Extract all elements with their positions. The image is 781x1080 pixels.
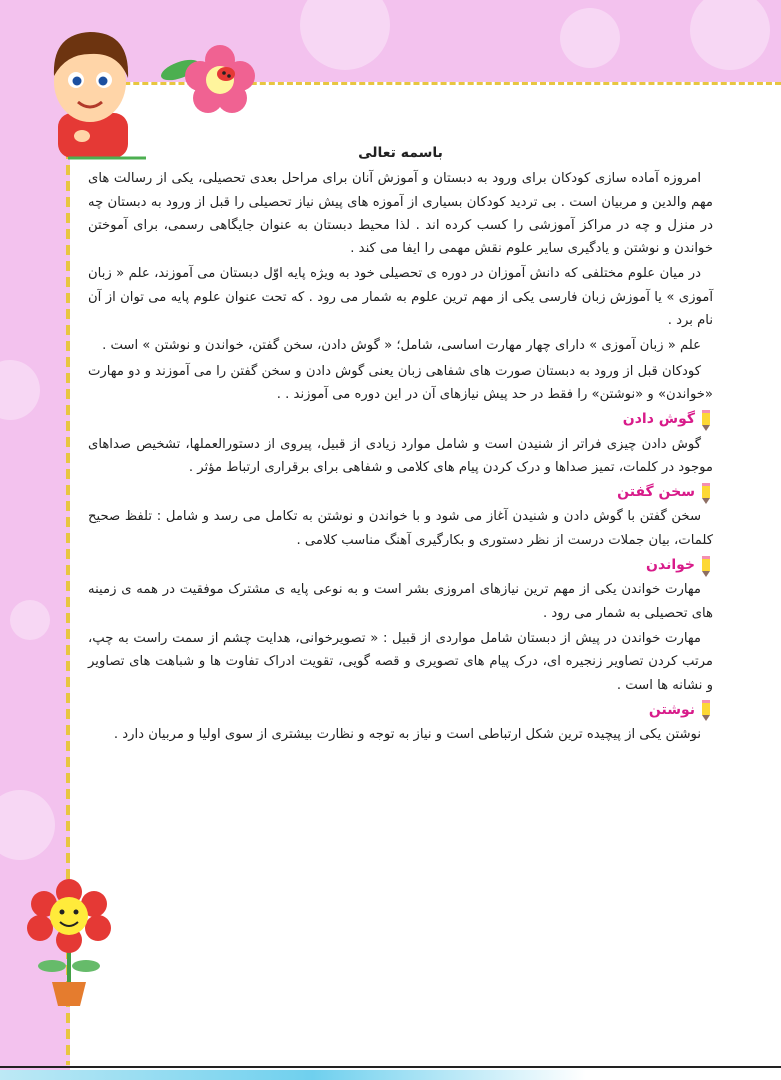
section-paragraph: سخن گفتن با گوش دادن و شنیدن آغاز می شود و با خواندن و نوشتن به تکامل می رسد و شامل : تلفظ صحیح کلمات، بیان جملات درست از نظر دستوری و بکارگیری آهنگ مناسب کلامی . [88,509,713,548]
pencil-icon [699,482,713,504]
pencil-icon [699,409,713,431]
intro-paragraph: در میان علوم مختلفی که دانش آموزان در دوره ی تحصیلی خود به ویژه پایه اوّل دبستان می آموزند، علم « زبان آموزی » یا آموزش زبان فارسی یکی از مهم ترین علوم به شمار می رود . که تحت عنوان علوم پایه می توان از آن نام برد . [88,266,713,329]
bottom-strip [0,1070,781,1080]
background-bubble [0,790,55,860]
background-bubble [690,0,770,70]
smiling-flower-icon [22,878,117,1008]
section-heading-text: نوشتن [648,701,695,718]
background-bubble [300,0,390,70]
document-body [88,142,713,748]
pencil-icon [699,699,713,721]
pencil-icon [699,555,713,577]
section-heading-listening [88,408,713,431]
section-paragraph: مهارت خواندن در پیش از دبستان شامل مواردی از قبیل : « تصویرخوانی، هدایت چشم از سمت راست به چپ، مرتب کردن تصاویر زنجیره ای، درک پیام های تصویری و قصه گویی، تقویت ادراک تفاوت ها و شباهت های تصاویر و نشانه ها است . [88,630,713,693]
intro-paragraph: کودکان قبل از ورود به دبستان صورت های شفاهی زبان یعنی گوش دادن و سخن گفتن را می آموزند و دو مهارت «خواندن» و «نوشتن» را فقط در حد پیش نیازهای آن در این دوره می آموزند . . [88,363,713,402]
section-heading-reading [88,554,713,577]
section-heading-text: خواندن [646,557,695,574]
section-heading-text: گوش دادن [622,411,695,428]
section-paragraph: نوشتن یکی از پیچیده ترین شکل ارتباطی است و نیاز به توجه و نظارت بیشتری از سوی اولیا و مربیان دارد . [113,727,701,743]
intro-paragraph: علم « زبان آموزی » دارای چهار مهارت اساسی، شامل؛ « گوش دادن، سخن گفتن، خواندن و نوشتن » است . [102,338,701,354]
document-title: باسمه تعالی [358,145,443,161]
section-paragraph: مهارت خواندن یکی از مهم ترین نیازهای امروزی بشر است و به نوعی پایه ی مشترک موفقیت در همه ی زمینه های تحصیلی به شمار می رود . [88,582,713,621]
divider [0,1066,781,1068]
flower-ladybug-icon [158,40,258,115]
section-heading-speaking [88,481,713,504]
background-bubble [560,8,620,68]
intro-paragraph: امروزه آماده سازی کودکان برای ورود به دبستان و آموزش آنان برای مراحل بعدی تحصیلی، یکی از رسالت های مهم والدین و مربیان است . بی تردید کودکان بسیاری از آموزه های پیش نیاز تحصیلی را قبل از ورود به دبستان چه در منزل و چه در مراکز آموزشی را کسب کرده اند . لذا محیط دبستان به عنوان جایگاهی رسمی، برای آموختن خواندن و نوشتن و یادگیری سایر علوم نقش مهمی را ایفا می کند . [88,171,713,257]
section-heading-text: سخن گفتن [617,484,695,501]
section-paragraph: گوش دادن چیزی فراتر از شنیدن است و شامل موارد زیادی از قبیل، پیروی از دستورالعملها، تشخیص صداهای موجود در کلمات، تمیز صداها و درک کردن پیام های کلامی و شفاهی برای برقراری ارتباط مؤثر . [88,436,713,475]
background-bubble [10,600,50,640]
background-bubble [0,360,40,420]
section-heading-writing [88,699,713,722]
